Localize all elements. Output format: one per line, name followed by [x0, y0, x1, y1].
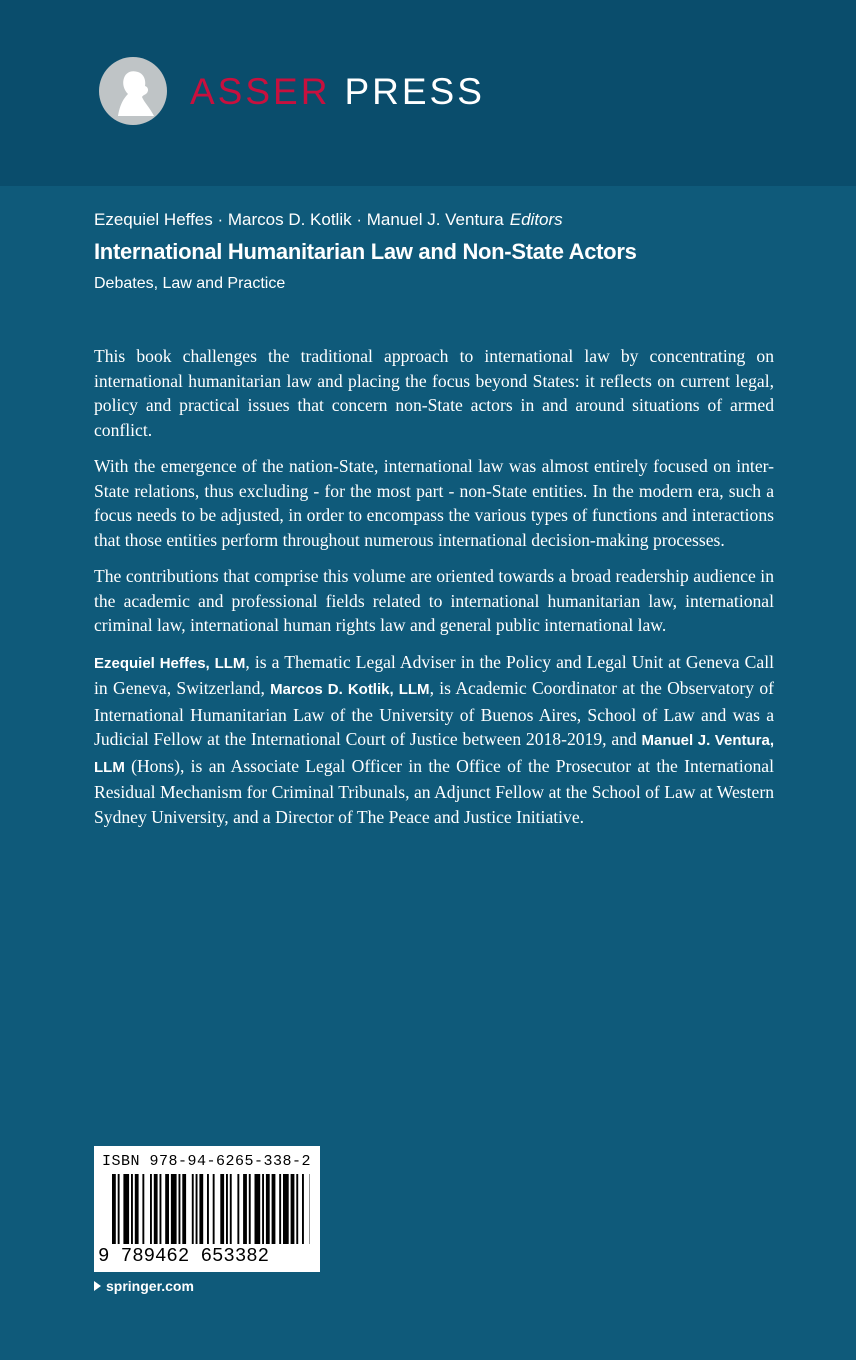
barcode-bar — [220, 1174, 224, 1244]
publisher-name-part2: PRESS — [344, 71, 485, 112]
publisher-name-part1: ASSER — [190, 71, 331, 112]
editor-names: Ezequiel Heffes · Marcos D. Kotlik · Manuel J. Ventura — [94, 210, 504, 229]
barcode-bar — [135, 1174, 139, 1244]
bio-name-3: Manuel J. Ventura, LLM — [94, 732, 774, 776]
barcode-bar — [207, 1174, 209, 1244]
arrow-right-icon — [94, 1281, 101, 1291]
barcode-bar — [199, 1174, 203, 1244]
barcode-bar — [266, 1174, 270, 1244]
barcode-bar — [226, 1174, 228, 1244]
bio-name-1: Ezequiel Heffes, LLM — [94, 654, 246, 672]
barcode-bar — [279, 1174, 281, 1244]
barcode-bar — [131, 1174, 133, 1244]
barcode-box — [94, 1146, 320, 1272]
barcode-bar — [237, 1174, 239, 1244]
bio-name-2: Marcos D. Kotlik, LLM — [270, 681, 430, 698]
description-paragraph-3: The contributions that comprise this volume are oriented towards a broad readership audience in the academic and professional fields related to international humanitarian law, international criminal law, international human rights law and general public international law. — [94, 566, 774, 635]
description-paragraph-1: This book challenges the traditional approach to international law by concentrating on international humanitarian law and placing the focus beyond States: it reflects on current legal, policy and practical issues that concern non-State actors in and around situations of armed conflict. — [94, 346, 774, 440]
barcode-bar — [291, 1174, 295, 1244]
barcode-bar — [160, 1174, 162, 1244]
barcode-icon — [112, 1174, 310, 1244]
book-title: International Humanitarian Law and Non-State Actors — [94, 239, 637, 264]
barcode-bar — [272, 1174, 276, 1244]
barcode-bar — [112, 1174, 116, 1244]
description-block — [94, 344, 774, 841]
barcode-bar — [171, 1174, 177, 1244]
publisher-name — [190, 70, 485, 114]
barcode-bar — [283, 1174, 289, 1244]
barcode-bar — [243, 1174, 247, 1244]
editors-line — [94, 209, 563, 231]
barcode-bar — [249, 1174, 251, 1244]
publisher-logo-icon — [98, 56, 168, 126]
bio-text-2: , is Academic Coordinator at the Observatory of International Humanitarian Law of the University of Buenos Aires, School of Law and was a Judicial Fellow at the International Court of Justice between 2018-2019, and — [94, 678, 774, 749]
barcode-bar — [179, 1174, 181, 1244]
barcode-bar — [262, 1174, 264, 1244]
barcode-bar — [230, 1174, 232, 1244]
barcode-bar — [192, 1174, 194, 1244]
description-paragraph-2: With the emergence of the nation-State, international law was almost entirely focused on inter-State relations, thus excluding - for the most part - non-State entities. In the modern era, such a focus needs to be adjusted, in order to encompass the various types of functions and interactions that those entities perform throughout numerous international decision-making processes. — [94, 456, 774, 550]
bio-text-3: (Hons), is an Associate Legal Officer in the Office of the Prosecutor at the International Residual Mechanism for Criminal Tribunals, an Adjunct Fellow at the School of Law at Western Sydney University, and a Director of The Peace and Justice Initiative. — [94, 755, 774, 827]
editor-bio — [94, 650, 774, 830]
barcode-bar — [123, 1174, 129, 1244]
barcode-bar — [142, 1174, 144, 1244]
barcode-bar — [165, 1174, 169, 1244]
isbn-label: ISBN 978-94-6265-338-2 — [102, 1153, 312, 1170]
barcode-bar — [213, 1174, 215, 1244]
editors-role: Editors — [509, 210, 563, 229]
barcode-bar — [255, 1174, 261, 1244]
bio-text-1: , is a Thematic Legal Adviser in the Policy and Legal Unit at Geneva Call in Geneva, Switzerland, — [94, 651, 774, 698]
barcode-digits: 9 789462 653382 — [98, 1245, 270, 1267]
springer-link[interactable] — [94, 1276, 194, 1296]
barcode-bar — [150, 1174, 152, 1244]
barcode-bar — [196, 1174, 198, 1244]
barcode-bar — [118, 1174, 120, 1244]
book-subtitle: Debates, Law and Practice — [94, 275, 286, 292]
barcode-bar — [182, 1174, 186, 1244]
barcode-bar — [154, 1174, 158, 1244]
barcode-bar — [302, 1174, 304, 1244]
springer-link-text: springer.com — [106, 1278, 194, 1294]
barcode-bar — [296, 1174, 298, 1244]
